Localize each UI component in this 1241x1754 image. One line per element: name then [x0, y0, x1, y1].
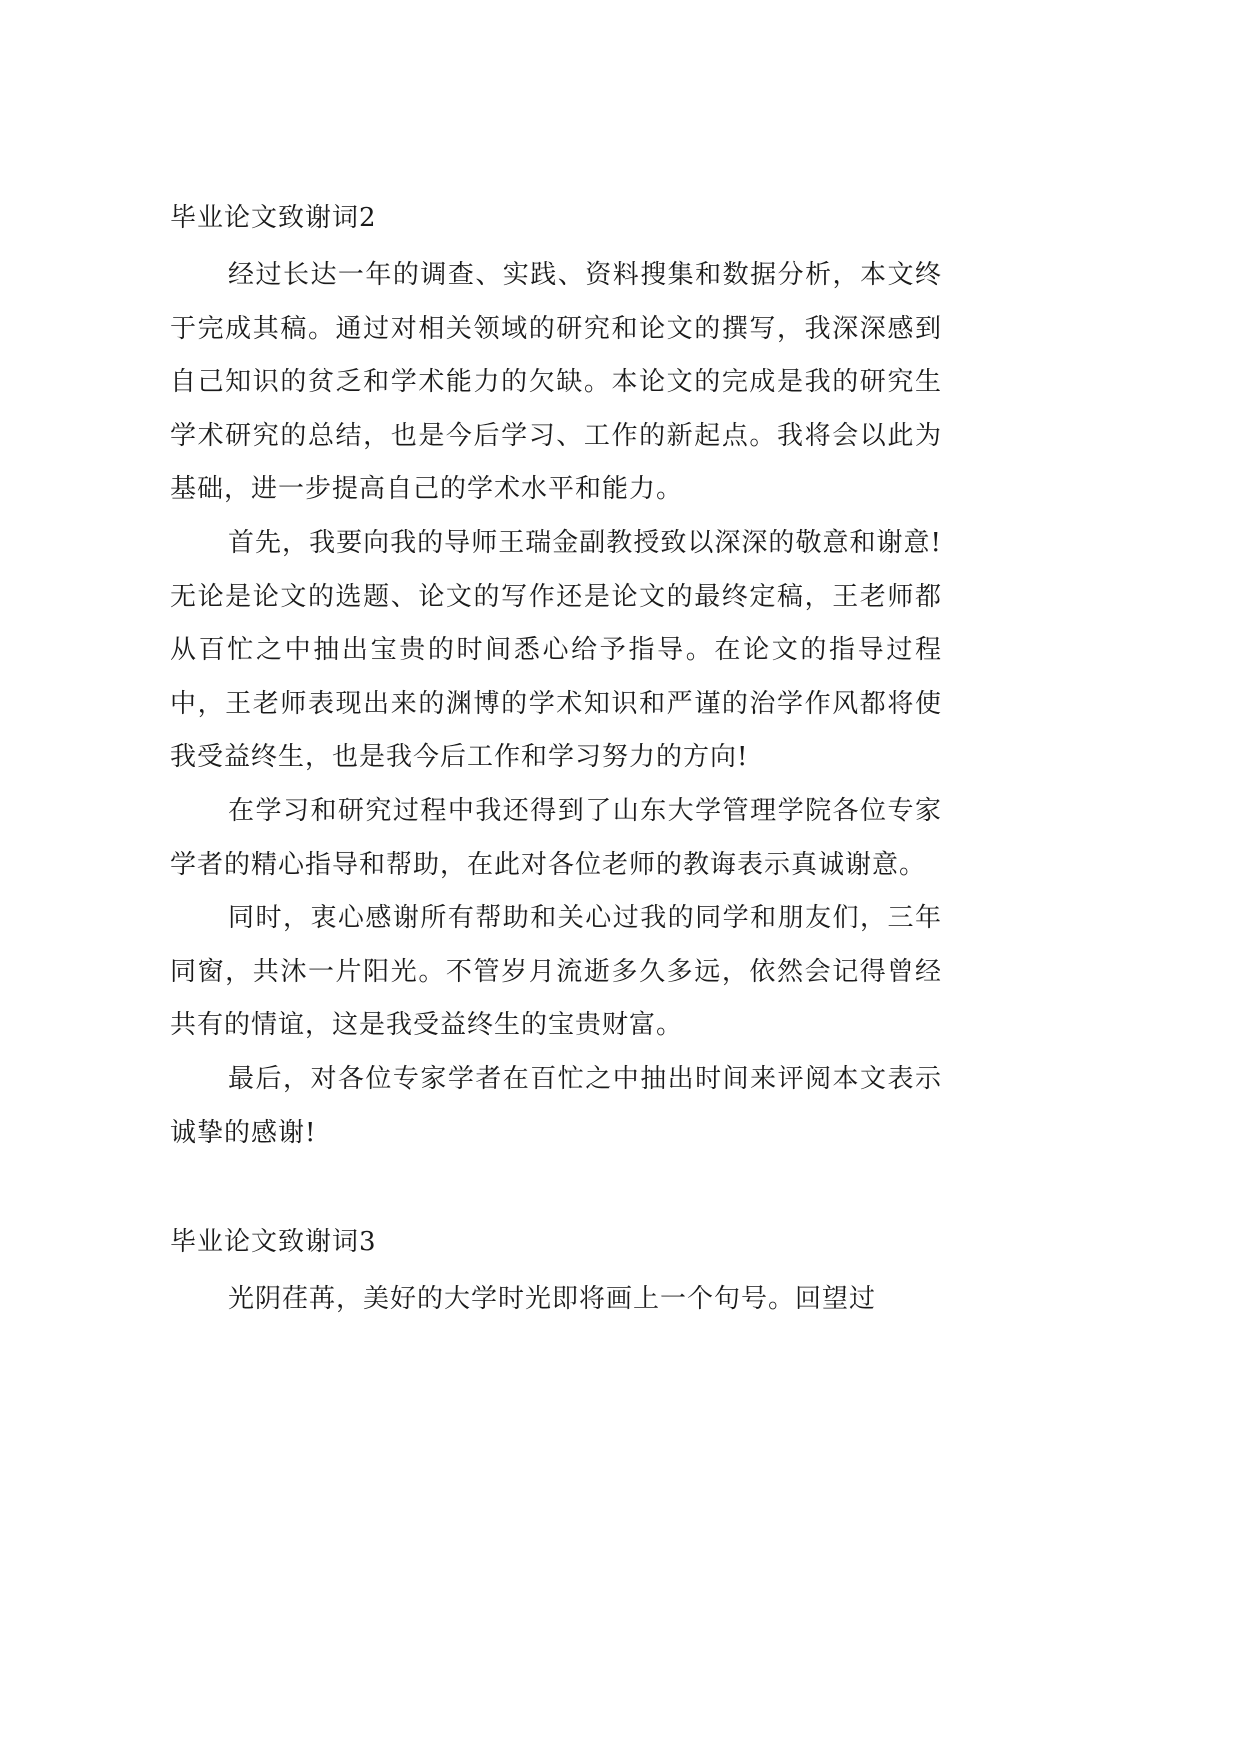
paragraph: 经过长达一年的调查、实践、资料搜集和数据分析，本文终于完成其稿。通过对相关领域的研究和论文的撰写，我深深感到自己知识的贫乏和学术能力的欠缺。本论文的完成是我的研究生学术研究的总结，也是今后学习、工作的新起点。我将会以此为基础，进一步提高自己的学术水平和能力。 [170, 260, 942, 505]
section-heading: 毕业论文致谢词2 [170, 203, 377, 233]
paragraph: 同时，衷心感谢所有帮助和关心过我的同学和朋友们，三年同窗，共沐一片阳光。不管岁月流逝多久多远，依然会记得曾经共有的情谊，这是我受益终生的宝贵财富。 [170, 903, 942, 1041]
section-heading: 毕业论文致谢词3 [170, 1227, 377, 1258]
paragraph: 首先，我要向我的导师王瑞金副教授致以深深的敬意和谢意!无论是论文的选题、论文的写作还是论文的最终定稿，王老师都从百忙之中抽出宝贵的时间悉心给予指导。在论文的指导过程中，王老师表现出来的渊博的学术知识和严谨的治学作风都将使我受益终生，也是我今后工作和学习努力的方向! [170, 527, 942, 773]
paragraph: 在学习和研究过程中我还得到了山东大学管理学院各位专家学者的精心指导和帮助，在此对各位老师的教诲表示真诚谢意。 [170, 795, 942, 880]
paragraph: 光阴荏苒，美好的大学时光即将画上一个句号。回望过 [228, 1284, 877, 1315]
spacer [170, 240, 942, 249]
spacer [170, 1264, 942, 1273]
section-spacer [170, 1160, 942, 1220]
document-body [170, 196, 942, 1327]
paragraph: 最后，对各位专家学者在百忙之中抽出时间来评阅本文表示诚挚的感谢! [170, 1063, 942, 1148]
